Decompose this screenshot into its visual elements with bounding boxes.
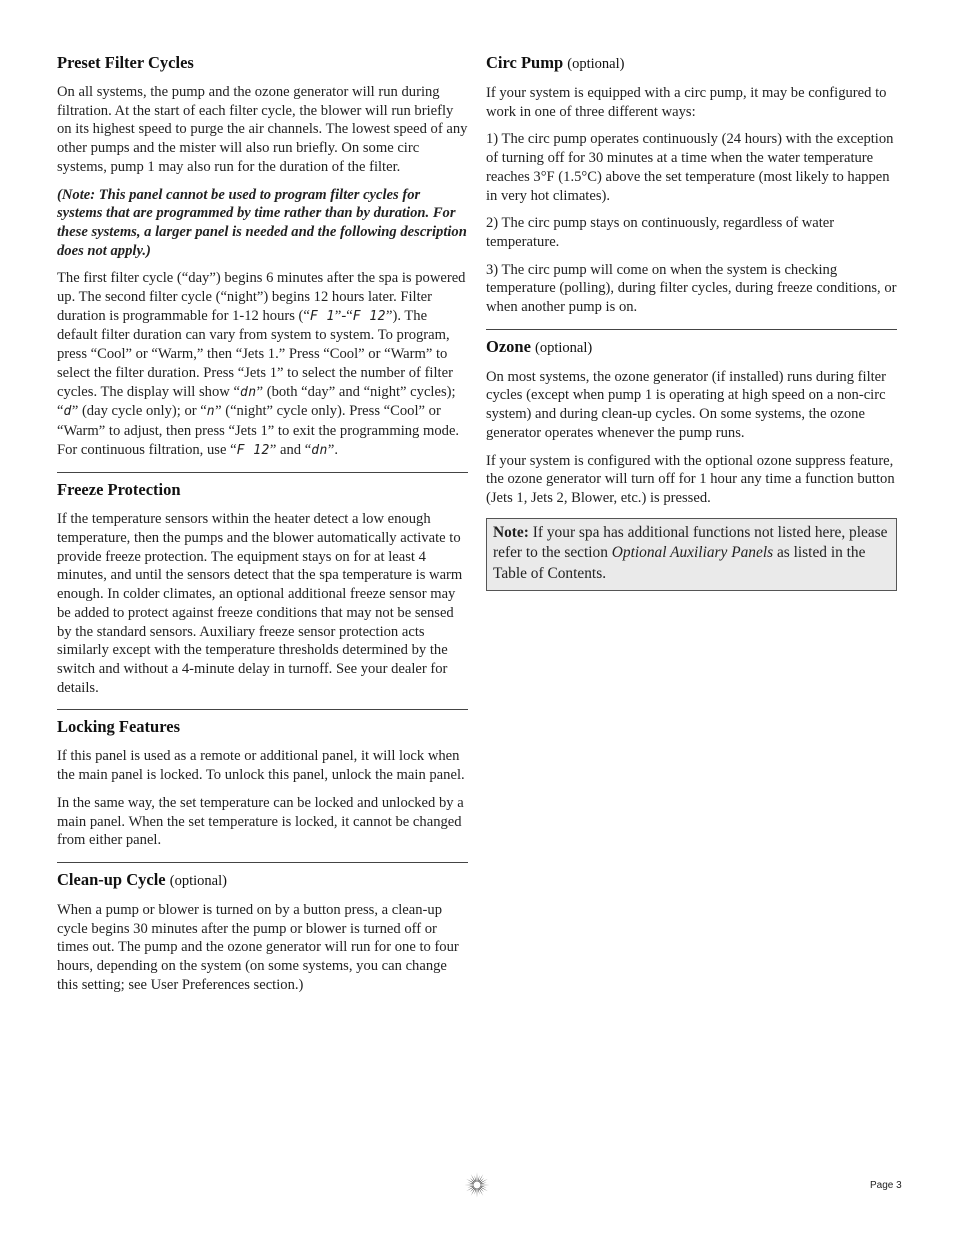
preset-paragraph-2: The first filter cycle (“day”) begins 6 minutes after the spa is powered up. The second filter cycle (“night”) begins 12 hours later. Filter duration is programmable for 1-12 hours (“F 1”-“F 12”). The default filter duration can vary from system to system. To program, press “Cool” or “Warm,” then “Jets 1.” Press “Cool” or “Warm” to select the filter duration. Press “Jets 1” to select the number of filter cycles. The display will show “dn” (both “day” and “night” cycles); “d” (day cycle only); or “n” (“night” cycle only). Press “Cool” or “Warm” to adjust, then press “Jets 1” to exit the programming mode. For continuous filtration, use “F 12” and “dn”. [57,270,466,458]
lcd-f12-continuous: F 12 [236,442,270,458]
sunburst-logo-icon [464,1172,490,1198]
divider [57,472,468,473]
ozone-heading: Ozone (optional) [486,336,593,356]
freeze-protection-section [57,479,468,697]
divider [486,329,897,330]
note-italic-ref: Optional Auxiliary Panels [611,544,774,562]
lcd-dn: dn [239,384,257,400]
ozone-paragraph-1: On most systems, the ozone generator (if installed) runs during filter cycles (except when pump 1 is operating at high speed on a non-circ system) and during clean-up cycles. On some systems, the ozone generator operates whenever the pump runs. [486,368,887,441]
locking-paragraph-1: If this panel is used as a remote or additional panel, it will lock when the main panel is locked. To unlock this panel, unlock the main panel. [57,748,465,784]
locking-paragraph-2: In the same way, the set temperature can be locked and unlocked by a main panel. When the set temperature is locked, it cannot be changed from either panel. [57,794,464,849]
circ-paragraph-2: 1) The circ pump operates continuously (24 hours) with the exception of turning off for 30 minutes at a time when the water temperature reaches 3°F (1.5°C) above the set temperature (most likely to happen in very hot climates). [486,131,894,204]
lcd-n: n [206,404,216,420]
clean-up-cycle-section [57,869,468,995]
right-column [486,52,897,591]
left-column [57,52,468,1003]
preset-filter-cycles-section [57,52,468,460]
lcd-f12: F 12 [352,308,387,324]
ozone-section [486,336,897,508]
preset-paragraph-1: On all systems, the pump and the ozone generator will run during filtration. At the start of each filter cycle, the blower will run briefly on its highest speed to purge the air channels. The lowest speed of any other pumps and the mister will also run briefly. On some circ systems, pump 1 may also run for the duration of the filter. [57,84,468,175]
note-label: Note: [493,523,529,541]
locking-features-heading: Locking Features [57,717,180,737]
divider [57,862,468,863]
circ-pump-section [486,52,897,317]
lcd-d: d [63,404,72,420]
ozone-paragraph-2: If your system is configured with the optional ozone suppress feature, the ozone generator will turn off for 1 hour any time a function button (Jets 1, Jets 2, Blower, etc.) is pressed. [486,452,895,506]
freeze-protection-heading: Freeze Protection [57,480,181,500]
circ-paragraph-3: 2) The circ pump stays on continuously, regardless of water temperature. [486,215,835,250]
clean-up-cycle-heading: Clean-up Cycle (optional) [57,869,227,889]
freeze-paragraph: If the temperature sensors within the heater detect a low enough temperature, then the pumps and the blower automatically activate to provide freeze protection. The equipment stays on for at least 4 minutes, and until the sensors detect that the spa temperature is warm enough. In colder climates, an optional additional freeze sensor may be added to protect against freeze conditions that may not be sensed by the standard sensors. Auxiliary freeze sensor protection acts similarly except with the temperature thresholds determined by the switch and without a 4-minute delay in turnoff. See your dealer for details. [57,511,463,696]
locking-features-section [57,716,468,850]
page-number: Page 3 [870,1180,902,1191]
circ-paragraph-1: If your system is equipped with a circ pump, it may be configured to work in one of three different ways: [486,85,887,120]
circ-pump-heading: Circ Pump (optional) [486,53,625,72]
lcd-f1: F 1 [309,308,335,324]
preset-filter-cycles-heading: Preset Filter Cycles [57,53,194,72]
note-box: Note: If your spa has additional functions not listed here, please refer to the section Optional Auxiliary Panels as listed in the Table of Contents. [486,518,897,592]
clean-up-paragraph: When a pump or blower is turned on by a button press, a clean-up cycle begins 30 minutes after the pump or blower is turned off or times out. The pump and the ozone generator will run for one to four hours, depending on the system (on some systems, you can change this setting; see User Preferences section.) [57,901,459,993]
lcd-dn-continuous: dn [311,442,328,458]
circ-paragraph-4: 3) The circ pump will come on when the system is checking temperature (polling), during filter cycles, during freeze conditions, or when another pump is on. [486,261,897,316]
divider [57,709,468,710]
preset-note: (Note: This panel cannot be used to program filter cycles for systems that are programmed by time rather than by duration. For these systems, a larger panel is needed and the following description does not apply.) [57,186,467,259]
